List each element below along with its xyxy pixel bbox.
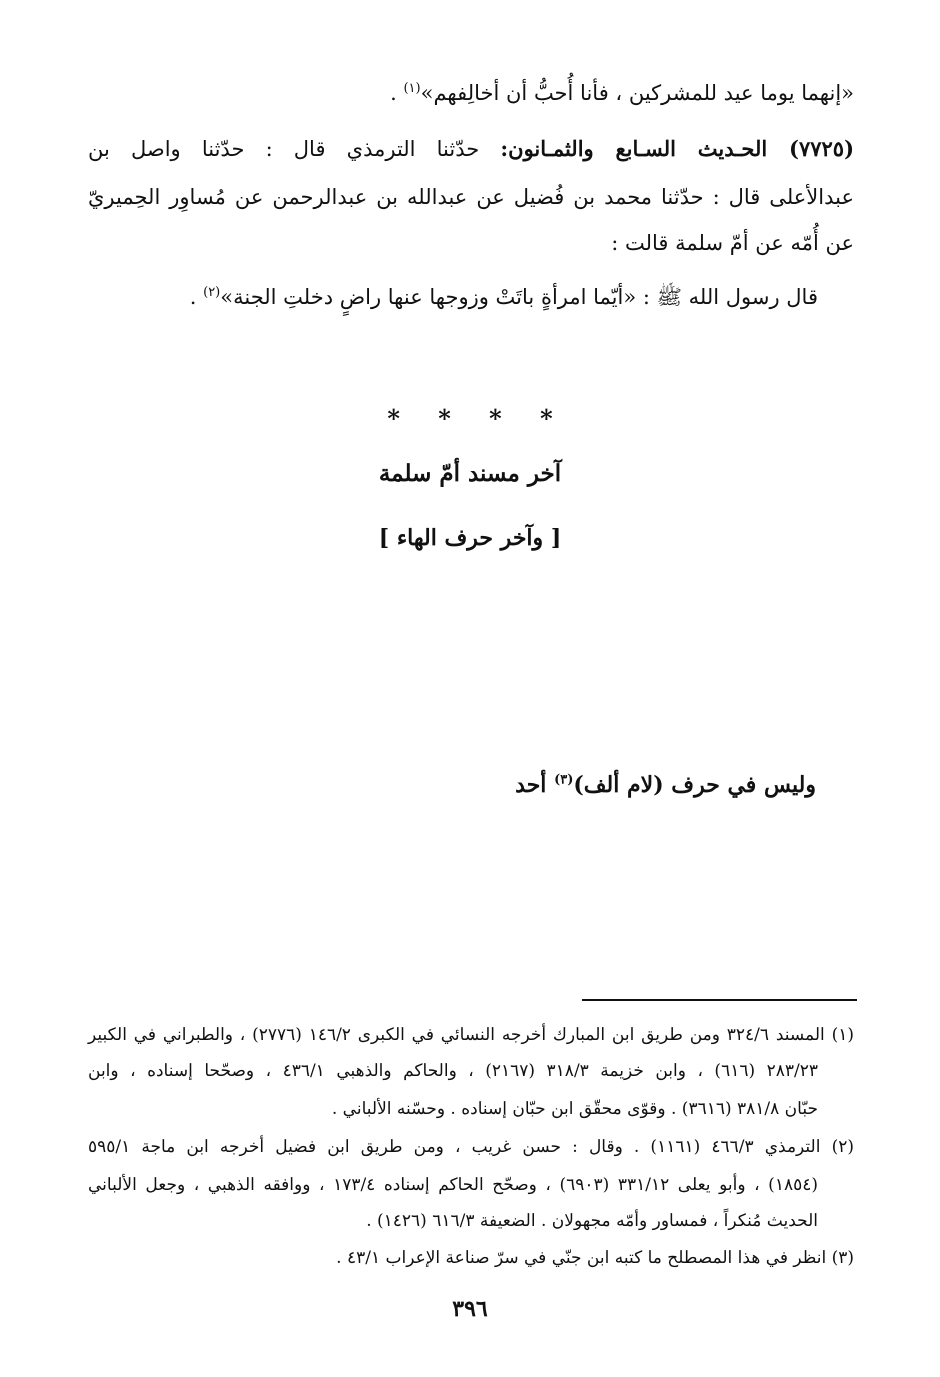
- footnote-2-line-1: (٢) الترمذي ٤٦٦/٣ (١١٦١) . وقال : حسن غريب ، ومن طريق ابن فضيل أخرجه ابن ماجة ٥٩٥/١: [88, 1137, 854, 1157]
- isnad-start: حدّثنا الترمذي قال : حدّثنا واصل بن: [88, 137, 501, 161]
- line-end: .: [390, 81, 404, 105]
- section-separator: * * * *: [387, 404, 553, 433]
- lam-alif-end: أحد: [515, 772, 555, 798]
- footnote-ref-1: (١): [403, 81, 421, 96]
- text-line-5: [88, 282, 818, 312]
- line-end: .: [189, 285, 204, 309]
- isnad-middle: عبدالأعلى قال : حدّثنا محمد بن فُضيل عن عبدالله بن عبدالرحمن عن مُساوِر الحِميريّ: [88, 185, 854, 209]
- footnote-3-line-1: (٣) انظر في هذا المصطلح ما كتبه ابن جنّي في سرّ صناعة الإعراب ٤٣/١ .: [336, 1248, 854, 1268]
- page-number: ٣٩٦: [452, 1296, 488, 1322]
- footnote-1-line-1: (١) المسند ٣٢٤/٦ ومن طريق ابن المبارك أخرجه النسائي في الكبرى ١٤٦/٢ (٢٧٧٦) ، والطبراني في الكبير: [88, 1025, 854, 1045]
- footnote-1-line-2: ٢٨٣/٢٣ (٦١٦) ، وابن خزيمة ٣١٨/٣ (٢١٦٧) ، والحاكم والذهبي ٤٣٦/١ ، وصحّحا إسناده ، وابن: [88, 1061, 818, 1081]
- hadith-quote-end: «إنهما يوما عيد للمشركين ، فأنا أُحبُّ أن أخالِفهم»: [420, 81, 854, 105]
- end-subtitle: [ وآخر حرف الهاء ]: [378, 525, 562, 551]
- end-title: آخر مسند أمّ سلمة: [378, 460, 562, 487]
- lam-alif-text: وليس في حرف (لام ألف): [573, 772, 816, 798]
- footnote-2-line-3: الحديث مُنكراً ، فمساور وأمّه مجهولان . الضعيفة ٦١٦/٣ (١٤٢٦) .: [366, 1211, 818, 1231]
- footnote-ref-2: (٢): [203, 285, 221, 300]
- hadith-matn: قال رسول الله ﷺ : «أيّما امرأةٍ باتَتْ وزوجها عنها راضٍ دخلتِ الجنة»: [220, 285, 818, 309]
- text-line-2: [88, 134, 854, 164]
- text-line-4: [88, 228, 854, 258]
- lam-alif-note: [88, 770, 816, 800]
- footnote-2-line-2: (١٨٥٤) ، وأبو يعلى ٣٣١/١٢ (٦٩٠٣) ، وصحّح الحاكم إسناده ١٧٣/٤ ، ووافقه الذهبي ، وجعل الألباني: [88, 1175, 818, 1195]
- footnote-divider: [582, 999, 857, 1001]
- text-line-3: [88, 182, 854, 212]
- footnote-1-line-3: حبّان ٣٨١/٨ (٣٦١٦) . وقوّى محقّق ابن حبّان إسناده . وحسّنه الألباني .: [331, 1099, 818, 1119]
- isnad-end: عن أُمّه عن أمّ سلمة قالت :: [611, 231, 854, 255]
- hadith-heading: (٧٧٢٥) الحـديث السـابع والثمـانون:: [500, 136, 855, 161]
- text-line-1: [88, 78, 854, 108]
- footnote-ref-3: (٣): [554, 772, 574, 788]
